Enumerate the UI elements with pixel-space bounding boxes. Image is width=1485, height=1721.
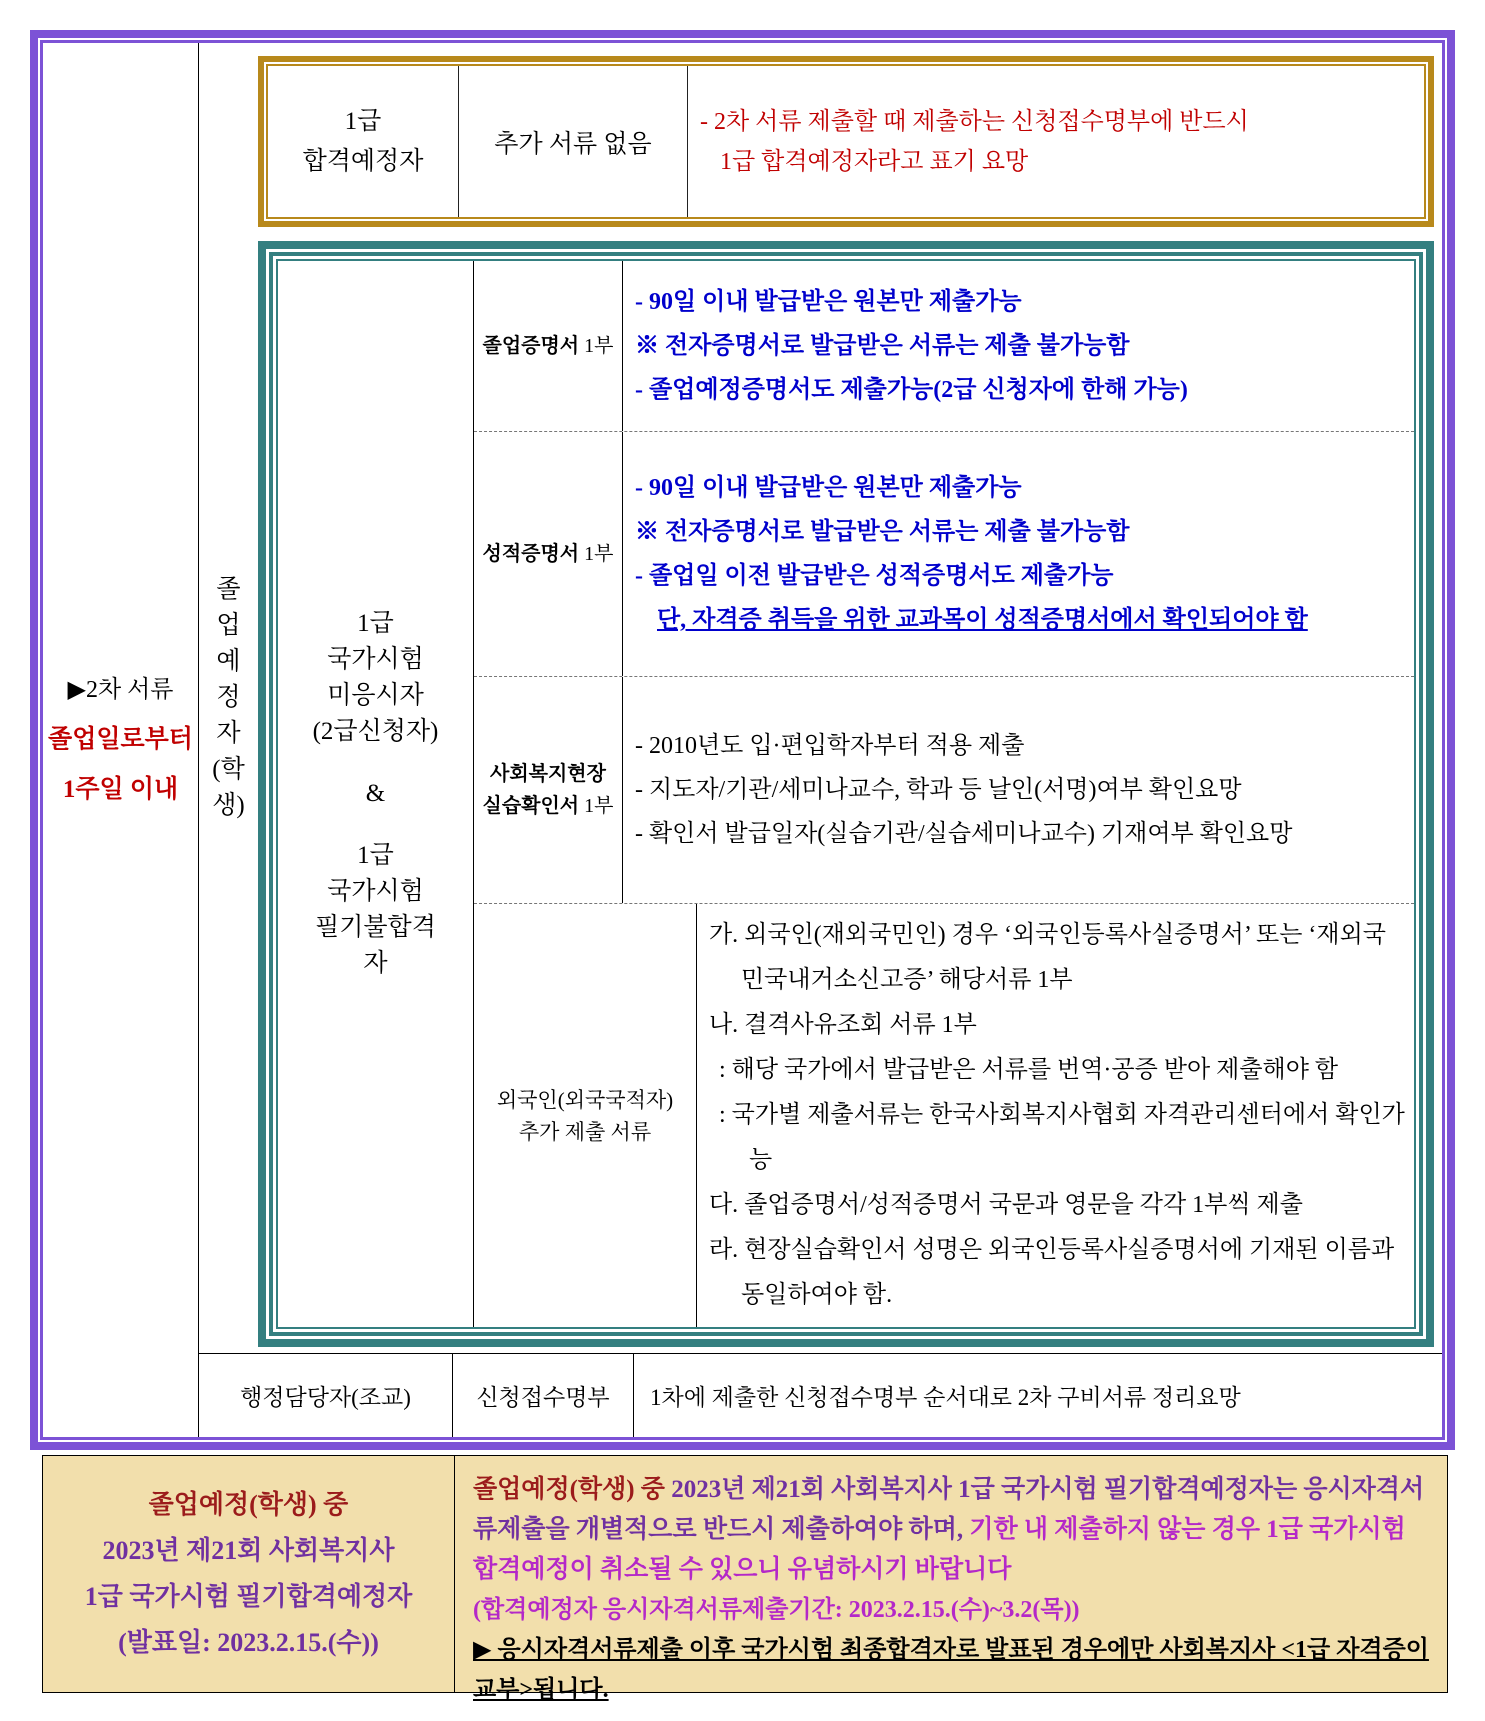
desc-line: 가. 외국인(재외국민인) 경우 ‘외국인등록사실증명서’ 또는 ‘재외국민국내거소신고증’ 해당서류 1부 — [709, 922, 1386, 993]
admin-staff-row — [199, 1353, 1442, 1437]
applicant-line: 국가시험 — [327, 646, 424, 673]
notice-left-line: (발표일: 2023.2.15.(수)) — [118, 1628, 379, 1657]
doc-name-line1: 외국인(외국국적자) — [496, 1087, 674, 1112]
desc-line: ※ 전자증명서로 발급받은 서류는 제출 불가능함 — [635, 519, 1130, 545]
deadline-line2: 1주일 이내 — [62, 776, 179, 803]
teal-inner-table — [276, 259, 1416, 1329]
transcript-underlined-note: 단, 자격증 취득을 위한 교과목이 성적증명서에서 확인되어야 함 — [657, 607, 1308, 633]
bottom-notice-section — [42, 1455, 1448, 1703]
notice-seg-magenta: 기한 내 제출하지 않는 경우 1급 국가시험 합격예정이 취소될 수 있으니 유념하시기 바랍니다 — [473, 1516, 1406, 1583]
level1-label-line2: 합격예정자 — [302, 147, 424, 175]
doc-name-line2: 추가 제출 서류 — [518, 1119, 652, 1144]
foreigner-docs-label — [474, 904, 697, 1327]
admin-instruction-cell — [634, 1354, 1442, 1437]
grad-char: 업 — [216, 612, 241, 639]
applicant-line: (2급신청자) — [312, 718, 439, 745]
graduating-student-docs-box — [258, 241, 1434, 1347]
desc-line: - 졸업일 이전 발급받은 성적증명서도 제출가능 — [635, 563, 1114, 589]
doc-name: 성적증명서 — [482, 543, 580, 565]
desc-line: 다. 졸업증명서/성적증명서 국문과 영문을 각각 1부씩 제출 — [709, 1192, 1303, 1218]
submission-deadline-cell — [43, 43, 199, 1437]
grad-char: (학 — [212, 756, 245, 783]
table-row — [474, 261, 1414, 432]
desc-line: - 2010년도 입·편입학자부터 적용 제출 — [635, 733, 1025, 759]
grad-char: 졸 — [216, 576, 241, 603]
document-rows — [474, 261, 1414, 1327]
applicant-type-cell — [278, 261, 474, 1327]
table-row — [474, 432, 1414, 677]
desc-line: - 90일 이내 발급받은 원본만 제출가능 — [635, 475, 1022, 501]
notice-right-cell — [455, 1456, 1447, 1703]
notice-left-line: 1급 국가시험 필기합격예정자 — [84, 1582, 413, 1611]
notice-paragraph — [473, 1470, 1429, 1590]
ampersand: & — [365, 780, 386, 807]
table-row — [474, 677, 1414, 904]
desc-line: ※ 전자증명서로 발급받은 서류는 제출 불가능함 — [635, 333, 1130, 359]
level1-expected-passer-inner — [266, 64, 1426, 219]
main-table — [40, 40, 1445, 1440]
grad-char: 자 — [216, 720, 241, 747]
applicant-line: 1급 — [357, 842, 394, 869]
applicant-line: 자 — [363, 950, 388, 977]
level1-passer-cell — [268, 66, 459, 217]
certificate-issuance-note: ▶ 응시자격서류제출 이후 국가시험 최종합격자로 발표된 경우에만 사회복지사 <1급 자격증이 교부>됩니다. — [473, 1637, 1429, 1703]
doc-name: 졸업증명서 — [482, 335, 580, 357]
admin-staff-label: 행정담당자(조교) — [240, 1385, 411, 1410]
notice-seg-red: 졸업예정(학생) 중 — [473, 1476, 672, 1503]
outer-purple-frame — [30, 30, 1455, 1450]
admin-instruction-text: 1차에 제출한 신청접수명부 순서대로 2차 구비서류 정리요망 — [650, 1385, 1241, 1410]
desc-line: 라. 현장실습확인서 성명은 외국인등록사실증명서에 기재된 이름과 동일하여야 함. — [709, 1237, 1395, 1308]
level1-note-line1: - 2차 서류 제출할 때 제출하는 신청접수명부에 반드시 — [700, 108, 1249, 135]
applicant-line: 1급 — [357, 610, 394, 637]
notice-left-line: 2023년 제21회 사회복지사 — [102, 1536, 395, 1565]
level1-label-line1: 1급 — [344, 107, 382, 135]
desc-line: - 졸업예정증명서도 제출가능(2급 신청자에 한해 가능) — [635, 377, 1188, 403]
doc-copies: 1부 — [579, 795, 614, 817]
desc-line: 나. 결격사유조회 서류 1부 — [709, 1012, 977, 1038]
notice-left-line: 졸업예정(학생) 중 — [148, 1490, 349, 1519]
submission-period-line: (합격예정자 응시자격서류제출기간: 2023.2.15.(수)~3.2(목)) — [473, 1597, 1080, 1623]
field-practice-label — [474, 677, 623, 903]
notice-seg-purple: 2023년 제21회 사회복지사 1급 국가시험 필기합격예정자는 응시자격서류제출을 개별적으로 반드시 제출하여야 하며, — [473, 1476, 1425, 1543]
deadline-line1: 졸업일로부터 — [48, 726, 193, 753]
level1-note-cell — [688, 66, 1424, 217]
table-row — [474, 904, 1414, 1327]
teal-middle-border — [269, 252, 1423, 1336]
level1-expected-passer-box — [258, 56, 1434, 227]
desc-line: - 지도자/기관/세미나교수, 학과 등 날인(서명)여부 확인요망 — [635, 777, 1242, 803]
secondary-docs-label: ▶2차 서류 — [67, 677, 174, 703]
graduation-certificate-desc — [623, 261, 1414, 431]
notice-left-cell — [43, 1456, 455, 1692]
transcript-desc — [623, 432, 1414, 676]
field-practice-desc — [623, 677, 1414, 903]
application-roster-cell — [453, 1354, 634, 1437]
desc-line: - 확인서 발급일자(실습기관/실습세미나교수) 기재여부 확인요망 — [635, 821, 1293, 847]
application-roster-label: 신청접수명부 — [476, 1385, 610, 1410]
desc-line: : 해당 국가에서 발급받은 서류를 번역·공증 받아 제출해야 함 — [719, 1057, 1339, 1083]
level1-note-line2: 1급 합격예정자라고 표기 요망 — [720, 148, 1029, 175]
grad-char: 생) — [212, 792, 245, 819]
foreigner-docs-desc — [697, 904, 1414, 1327]
applicant-line: 국가시험 — [327, 878, 424, 905]
table-upper-area — [199, 43, 1442, 1353]
transcript-label — [474, 432, 623, 676]
doc-copies: 1부 — [579, 335, 614, 357]
desc-line: - 90일 이내 발급받은 원본만 제출가능 — [635, 289, 1022, 315]
no-additional-docs-cell — [459, 66, 688, 217]
doc-copies: 1부 — [579, 543, 614, 565]
table-right-area — [199, 43, 1442, 1437]
no-additional-docs-label: 추가 서류 없음 — [494, 130, 652, 158]
content-column — [258, 43, 1442, 1353]
grad-char: 정 — [216, 684, 241, 711]
graduation-certificate-label — [474, 261, 623, 431]
grad-char: 예 — [216, 648, 241, 675]
desc-line: : 국가별 제출서류는 한국사회복지사협회 자격관리센터에서 확인가능 — [719, 1102, 1405, 1173]
applicant-line: 필기불합격 — [315, 914, 436, 941]
applicant-line: 미응시자 — [327, 682, 424, 709]
graduating-student-column — [199, 43, 258, 1353]
doc-name-line2: 실습확인서 — [482, 795, 580, 817]
admin-staff-cell — [199, 1354, 453, 1437]
doc-name-line1: 사회복지현장 — [490, 763, 606, 785]
